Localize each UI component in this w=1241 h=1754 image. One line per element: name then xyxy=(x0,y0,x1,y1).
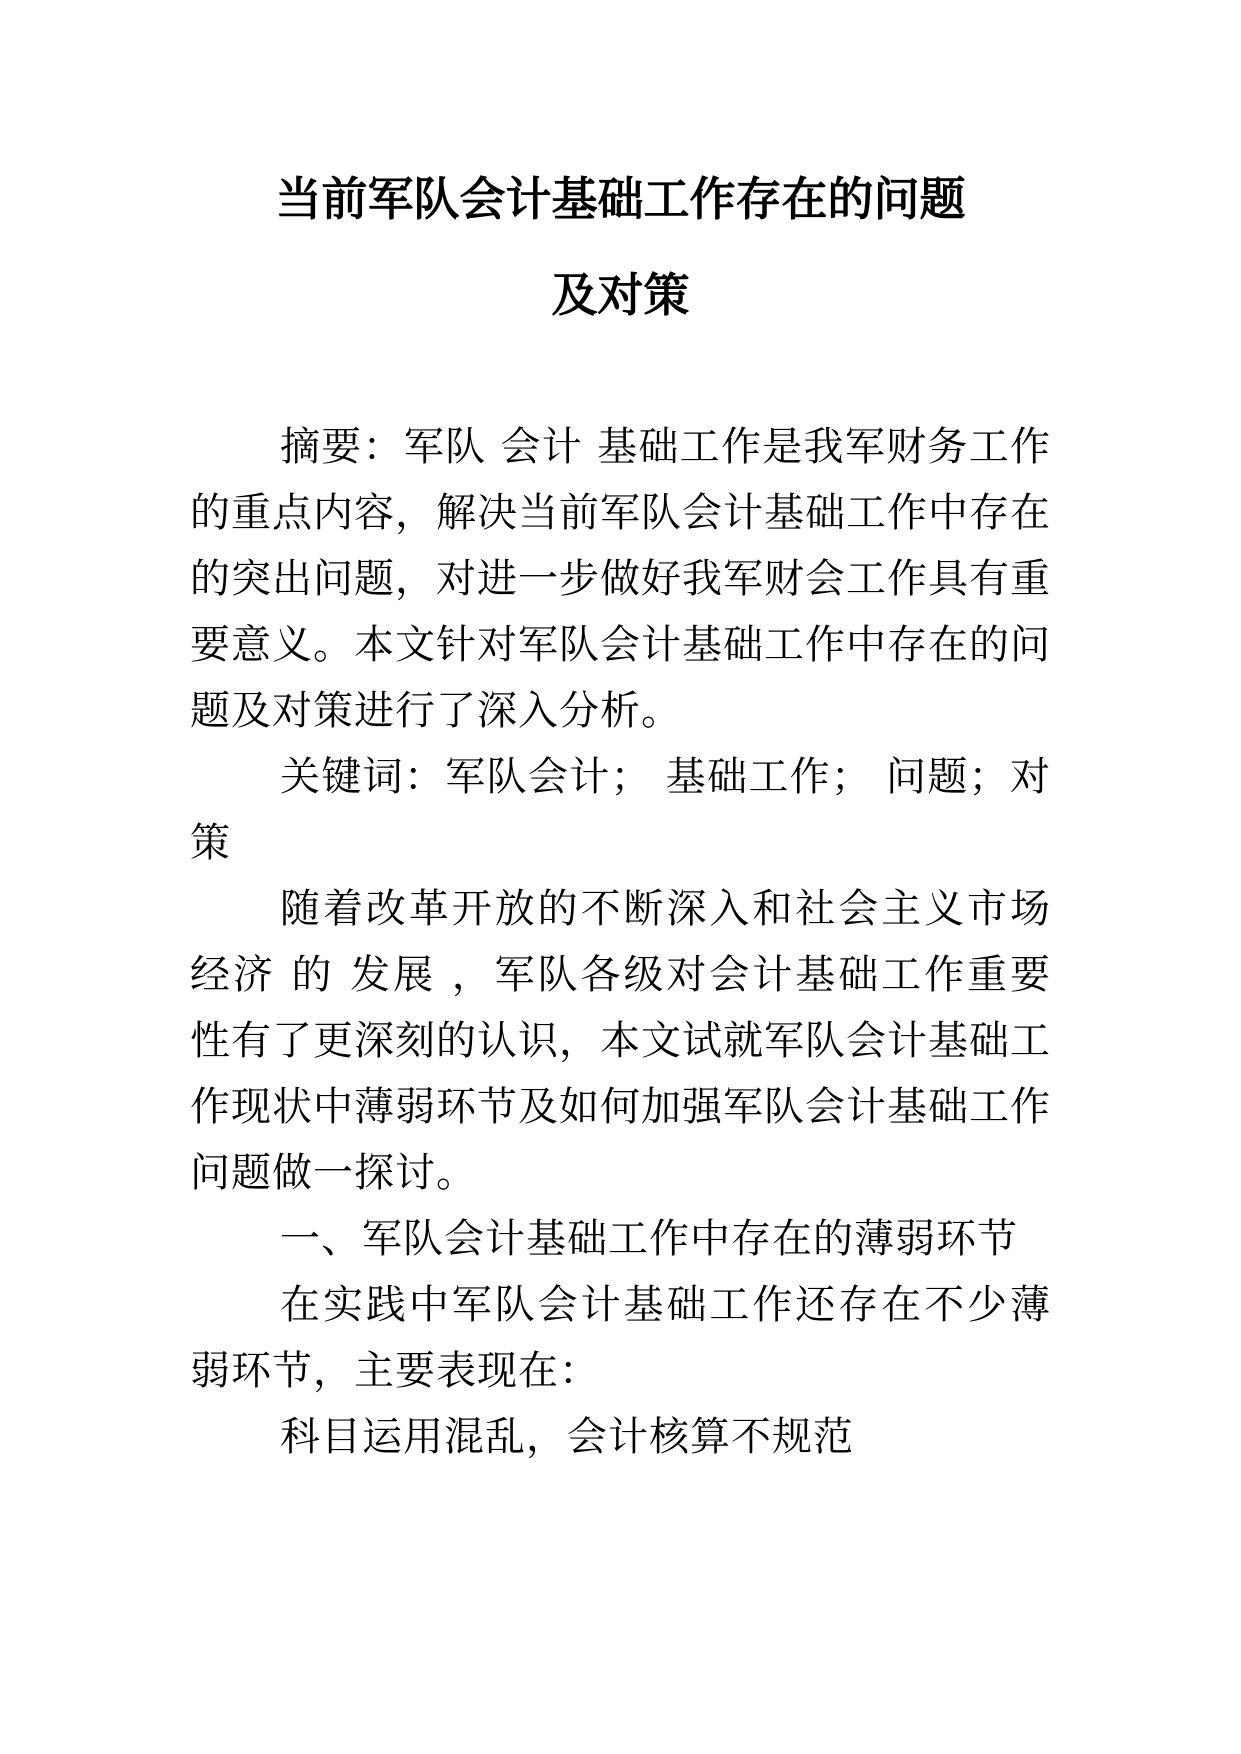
intro-paragraph: 随着改革开放的不断深入和社会主义市场 经济 的 发展 ，军队各级对会计基础工作重要性有了更深刻的认识，本文试就军队会计基础工作现状中薄弱环节及如何加强军队会计基础工作问题做一探讨。 xyxy=(190,886,1051,1196)
body-paragraph: 在实践中军队会计基础工作还存在不少薄弱环节，主要表现在： xyxy=(190,1282,1051,1394)
document-title-line-1: 当前军队会计基础工作存在的问题 xyxy=(275,172,966,226)
abstract-paragraph: 摘要：军队 会计 基础工作是我军财务工作的重点内容，解决当前军队会计基础工作中存在的突出问题，对进一步做好我军财会工作具有重要意义。本文针对军队会计基础工作中存在的问题及对策进行了深入分析。 xyxy=(190,424,1051,734)
keywords-paragraph: 关键词：军队会计； 基础工作； 问题；对策 xyxy=(190,754,1051,866)
subsection-heading: 科目运用混乱，会计核算不规范 xyxy=(280,1414,854,1460)
section-heading: 一、军队会计基础工作中存在的薄弱环节 xyxy=(280,1216,1018,1262)
document-body xyxy=(190,414,1051,1470)
document-title-line-2: 及对策 xyxy=(551,268,690,322)
